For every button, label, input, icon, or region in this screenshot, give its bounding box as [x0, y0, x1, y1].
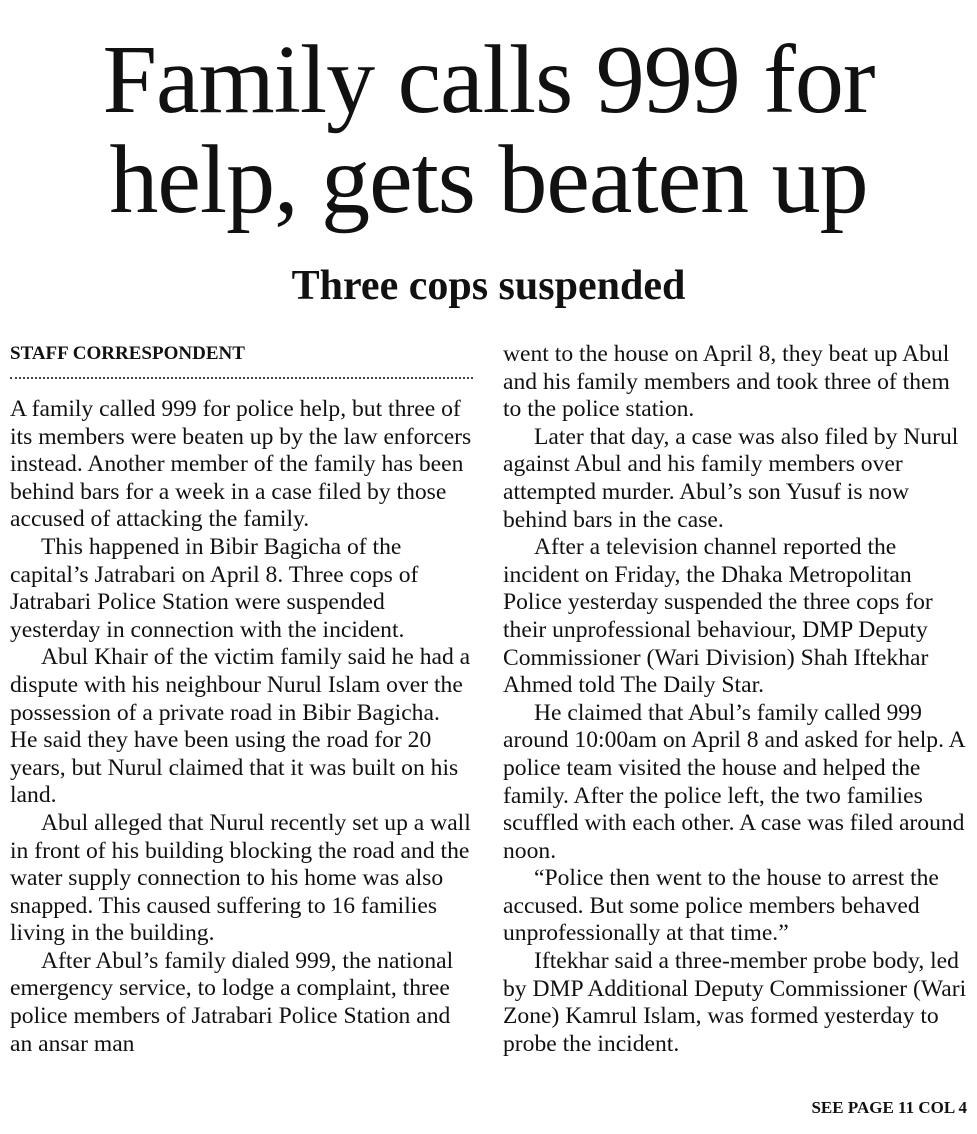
- column-1-paragraph-1: A family called 999 for police help, but three of its members were beaten up by the law enforcers instead. Another member of the family has been behind bars for a week in a case filed by those accused of attacking the family.: [10, 396, 472, 533]
- headline-line-1: Family calls 999 for: [102, 26, 875, 134]
- column-2-paragraph-2: Later that day, a case was also filed by Nurul against Abul and his family members over attempted murder. Abul’s son Yusuf is now behind bars in the case.: [503, 423, 959, 533]
- article-column-1: [10, 396, 473, 1058]
- article-column-2: [503, 341, 969, 1058]
- column-1-paragraph-4: Abul alleged that Nurul recently set up a wall in front of his building blocking the road and the water supply connection to his home was also snapped. This caused suffering to 16 families living in the building.: [10, 809, 471, 947]
- column-2-paragraph-5: “Police then went to the house to arrest the accused. But some police members behaved unprofessionally at that time.”: [503, 865, 939, 947]
- column-2-paragraph-1: went to the house on April 8, they beat up Abul and his family members and took three of them to the police station.: [503, 341, 950, 423]
- headline-line-2: help, gets beaten up: [109, 126, 868, 234]
- subheadline: Three cops suspended: [291, 263, 686, 309]
- column-1-paragraph-2: This happened in Bibir Bagicha of the capital’s Jatrabari on April 8. Three cops of Jatrabari Police Station were suspended yesterday in connection with the incident.: [10, 533, 419, 643]
- headline: [0, 26, 977, 234]
- column-1-paragraph-5: After Abul’s family dialed 999, the national emergency service, to lodge a complaint, three police members of Jatrabari Police Station and an ansar man: [10, 947, 454, 1057]
- byline: STAFF CORRESPONDENT: [10, 343, 245, 364]
- column-2-paragraph-3: After a television channel reported the incident on Friday, the Dhaka Metropolitan Police yesterday suspended the three cops for their unprofessional behaviour, DMP Deputy Commissioner (Wari Division) Shah Iftekhar Ahmed told The Daily Star.: [503, 534, 933, 699]
- column-2-paragraph-6: Iftekhar said a three-member probe body, led by DMP Additional Deputy Commissioner (Wari Zone) Kamrul Islam, was formed yesterday to probe the incident.: [503, 948, 967, 1057]
- byline-dotted-divider: [10, 377, 473, 379]
- column-1-paragraph-3: Abul Khair of the victim family said he had a dispute with his neighbour Nurul Islam over the possession of a private road in Bibir Bagicha. He said they have been using the road for 20 years, but Nurul claimed that it was built on his land.: [10, 644, 471, 809]
- continuation-note: SEE PAGE 11 COL 4: [811, 1098, 967, 1117]
- column-2-paragraph-4: He claimed that Abul’s family called 999 around 10:00am on April 8 and asked for help. A police team visited the house and helped the family. After the police left, the two families scuffled with each other. A case was filed around noon.: [503, 699, 965, 864]
